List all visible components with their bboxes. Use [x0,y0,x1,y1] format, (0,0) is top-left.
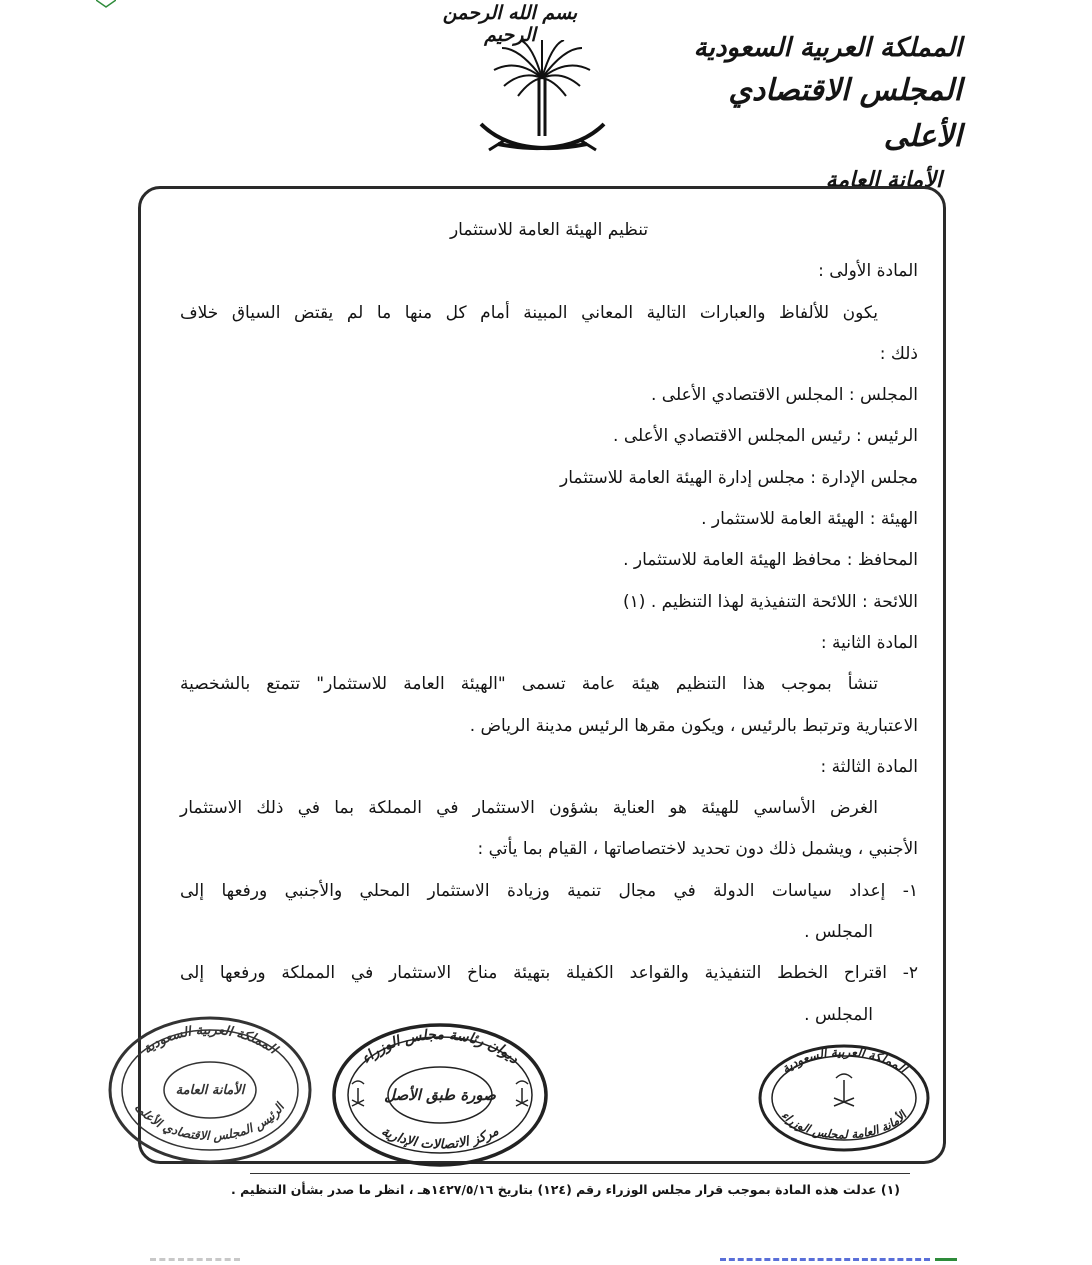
palm-swords-emblem-icon [475,40,610,170]
article2-heading: المادة الثانية : [820,632,918,653]
definition-board: مجلس الإدارة : مجلس إدارة الهيئة العامة للاستثمار [560,467,918,488]
article2-text: تنشأ بموجب هذا التنظيم هيئة عامة تسمى "الهيئة العامة للاستثمار" تتمتع بالشخصية [180,674,878,695]
footnote: (١) عدلت هذه المادة بموجب قرار مجلس الوزراء رقم (١٢٤) بتاريخ ١٤٢٧/٥/١٦هـ ، انظر ما صدر بشأن التنظيم . [231,1182,900,1197]
letterhead-kingdom: المملكة العربية السعودية [693,33,962,63]
stamp-right-top-text: المملكة العربية السعودية [778,1044,910,1076]
stamp-left-inner-text: الأمانة العامة [175,1083,245,1098]
article3-item1-cont: المجلس . [804,922,873,943]
cabinet-secretariat-stamp [756,1042,932,1154]
document-body [180,210,918,1036]
secretariat-stamp [106,1012,314,1168]
article1-intro-cont: ذلك : [879,343,918,364]
definition-regulation: اللائحة : اللائحة التنفيذية لهذا التنظيم . (١) [623,591,918,612]
stamp-left-outer-text: المملكة العربية السعودية [140,1022,280,1058]
letterhead [642,28,962,200]
basmala: بسم الله الرحمن الرحيم [442,2,578,46]
article2-text-cont: الاعتبارية وترتبط بالرئيس ، ويكون مقرها الرئيس مدينة الرياض . [469,715,918,736]
definition-governor: المحافظ : محافظ الهيئة العامة للاستثمار . [623,550,918,571]
stamp-right-bottom-text: الأمانة العامة لمجلس الوزراء [778,1108,910,1142]
stamp-right-emblem-icon [834,1074,854,1106]
article3-text-cont: الأجنبي ، ويشمل ذلك دون تحديد لاختصاصاتها ، القيام بما يأتي : [477,839,918,860]
footnote-separator [250,1173,910,1174]
article1-intro: يكون للألفاظ والعبارات التالية المعاني المبينة أمام كل منها ما لم يقتض السياق خلاف [180,302,878,323]
stamp-middle-bottom-text: مركز الاتصالات الإدارية [378,1123,502,1153]
stamp-left-bottom-text: الرئيس المجلس الاقتصادي الأعلى [133,1100,287,1143]
document-title: تنظيم الهيئة العامة للاستثمار [449,220,649,240]
article3-item1: ١- إعداد سياسات الدولة في مجال تنمية وزيادة الاستثمار المحلي والأجنبي ورفعها إلى [180,880,918,901]
letterhead-council: المجلس الاقتصادي الأعلى [728,73,962,154]
stamp-middle-center-text: صورة طبق الأصل [384,1086,496,1104]
definition-chairman: الرئيس : رئيس المجلس الاقتصادي الأعلى . [613,426,918,447]
article3-heading: المادة الثالثة : [820,756,918,777]
article3-item2: ٢- اقتراح الخطط التنفيذية والقواعد الكفيلة بتهيئة مناخ الاستثمار في المملكة ورفعها إلى [180,963,918,984]
article1-heading: المادة الأولى : [818,261,918,282]
article3-item2-cont: المجلس . [804,1004,873,1025]
stamp-middle-top-text: ديوان رئاسة مجلس الوزراء [358,1026,522,1068]
definition-authority: الهيئة : الهيئة العامة للاستثمار . [701,509,918,530]
definition-council: المجلس : المجلس الاقتصادي الأعلى . [651,385,918,406]
article3-text: الغرض الأساسي للهيئة هو العناية بشؤون الاستثمار في المملكة بما في ذلك الاستثمار [180,798,878,819]
corner-mark-icon [96,0,116,8]
cabinet-office-stamp [330,1020,550,1170]
letterhead-secretariat: الأمانة العامة [825,167,942,193]
